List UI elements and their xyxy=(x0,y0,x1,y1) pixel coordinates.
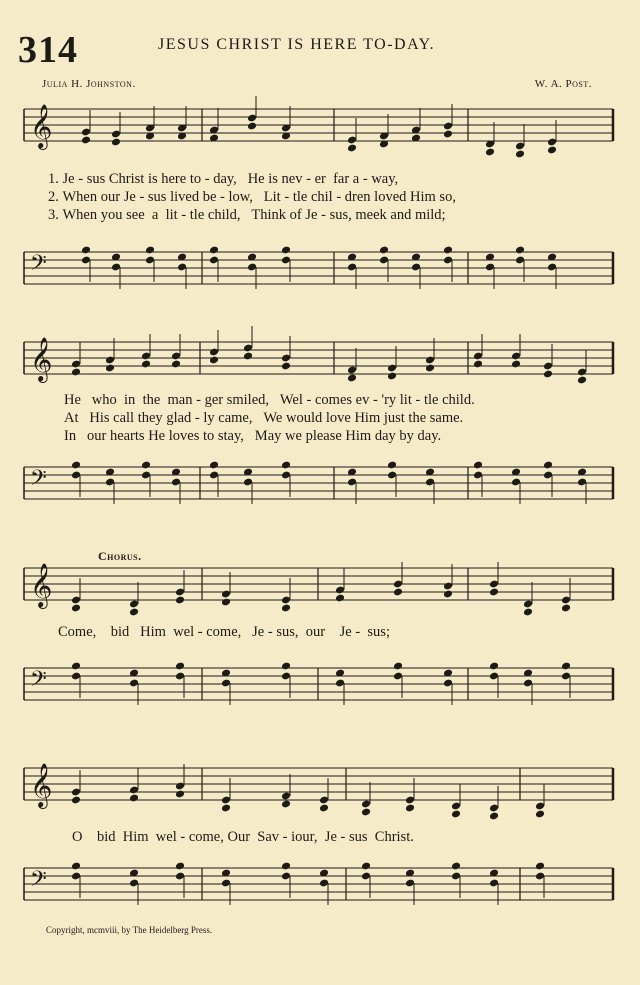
treble-clef-icon: 𝄞 xyxy=(30,563,53,607)
note-head xyxy=(425,364,435,373)
note-head xyxy=(175,862,185,871)
bass-clef-icon: 𝄢 xyxy=(30,667,47,697)
note-head xyxy=(387,461,397,470)
note-head xyxy=(281,362,291,371)
note-head xyxy=(209,461,219,470)
note-head xyxy=(319,804,329,813)
note-head xyxy=(543,461,553,470)
note-head xyxy=(81,246,91,255)
verse-3-line-2: In our hearts He loves to stay, May we please Him day by day. xyxy=(64,428,442,444)
note-head xyxy=(209,356,219,365)
note-head xyxy=(71,461,81,470)
note-head xyxy=(393,662,403,671)
note-head xyxy=(281,246,291,255)
verse-1-line-2: He who in the man - ger smiled, Wel - comes ev - 'ry lit - tle child. xyxy=(64,392,475,408)
note-head xyxy=(71,604,81,613)
note-head xyxy=(71,662,81,671)
note-head xyxy=(129,794,139,803)
note-head xyxy=(515,246,525,255)
hymn-number: 314 xyxy=(18,29,78,71)
note-head xyxy=(247,122,257,131)
note-head xyxy=(175,790,185,799)
chorus-line-1: Come, bid Him wel - come, Je - sus, our Je - sus; xyxy=(58,624,390,640)
treble-clef-icon: 𝄞 xyxy=(30,763,53,807)
bass-clef-icon: 𝄢 xyxy=(30,251,47,281)
note-head xyxy=(71,368,81,377)
note-head xyxy=(451,810,461,819)
note-head xyxy=(209,246,219,255)
note-head xyxy=(175,596,185,605)
note-head xyxy=(485,148,495,157)
note-head xyxy=(577,376,587,385)
note-head xyxy=(171,360,181,369)
note-head xyxy=(443,130,453,139)
note-head xyxy=(405,804,415,813)
note-head xyxy=(141,461,151,470)
note-head xyxy=(281,461,291,470)
note-head xyxy=(81,136,91,145)
bass-clef-icon: 𝄢 xyxy=(30,867,47,897)
note-head xyxy=(361,862,371,871)
note-head xyxy=(145,246,155,255)
note-head xyxy=(561,662,571,671)
note-head xyxy=(281,604,291,613)
verse-1-line-1: 1. Je - sus Christ is here to - day, He is nev - er far a - way, xyxy=(48,171,399,187)
note-head xyxy=(515,150,525,159)
bass-clef-icon: 𝄢 xyxy=(30,466,47,496)
note-head xyxy=(473,360,483,369)
hymn-title: JESUS CHRIST IS HERE TO-DAY. xyxy=(158,36,436,53)
note-head xyxy=(535,810,545,819)
note-head xyxy=(361,808,371,817)
chorus-label: Chorus. xyxy=(98,549,142,563)
note-head xyxy=(111,138,121,147)
note-head xyxy=(347,374,357,383)
note-head xyxy=(543,370,553,379)
note-head xyxy=(335,594,345,603)
note-head xyxy=(175,662,185,671)
note-head xyxy=(129,608,139,617)
note-head xyxy=(141,360,151,369)
note-head xyxy=(221,804,231,813)
verse-3-line-1: 3. When you see a lit - tle child, Think of Je - sus, meek and mild; xyxy=(48,207,446,223)
note-head xyxy=(443,246,453,255)
note-head xyxy=(105,364,115,373)
copyright-notice: Copyright, mcmviii, by The Heidelberg Press. xyxy=(46,925,213,935)
verse-2-line-2: At His call they glad - ly came, We would love Him just the same. xyxy=(64,410,464,426)
note-head xyxy=(71,796,81,805)
author-credit: Julia H. Johnston. xyxy=(42,78,136,90)
note-head xyxy=(547,146,557,155)
note-head xyxy=(387,372,397,381)
note-head xyxy=(379,246,389,255)
note-head xyxy=(511,360,521,369)
note-head xyxy=(221,598,231,607)
note-head xyxy=(523,608,533,617)
composer-credit: W. A. Post. xyxy=(534,78,592,90)
note-head xyxy=(443,590,453,599)
note-head xyxy=(451,862,461,871)
note-head xyxy=(489,662,499,671)
note-head xyxy=(393,588,403,597)
note-head xyxy=(489,588,499,597)
note-head xyxy=(561,604,571,613)
chorus-line-2: O bid Him wel - come, Our Sav - iour, Je - sus Christ. xyxy=(72,829,414,845)
note-head xyxy=(281,662,291,671)
treble-clef-icon: 𝄞 xyxy=(30,104,53,148)
note-head xyxy=(535,862,545,871)
note-head xyxy=(281,862,291,871)
note-head xyxy=(281,800,291,809)
verse-2-line-1: 2. When our Je - sus lived be - low, Lit - tle chil - dren loved Him so, xyxy=(48,189,456,205)
treble-clef-icon: 𝄞 xyxy=(30,337,53,381)
note-head xyxy=(71,862,81,871)
note-head xyxy=(489,812,499,821)
note-head xyxy=(473,461,483,470)
note-head xyxy=(347,144,357,153)
note-head xyxy=(243,352,253,361)
